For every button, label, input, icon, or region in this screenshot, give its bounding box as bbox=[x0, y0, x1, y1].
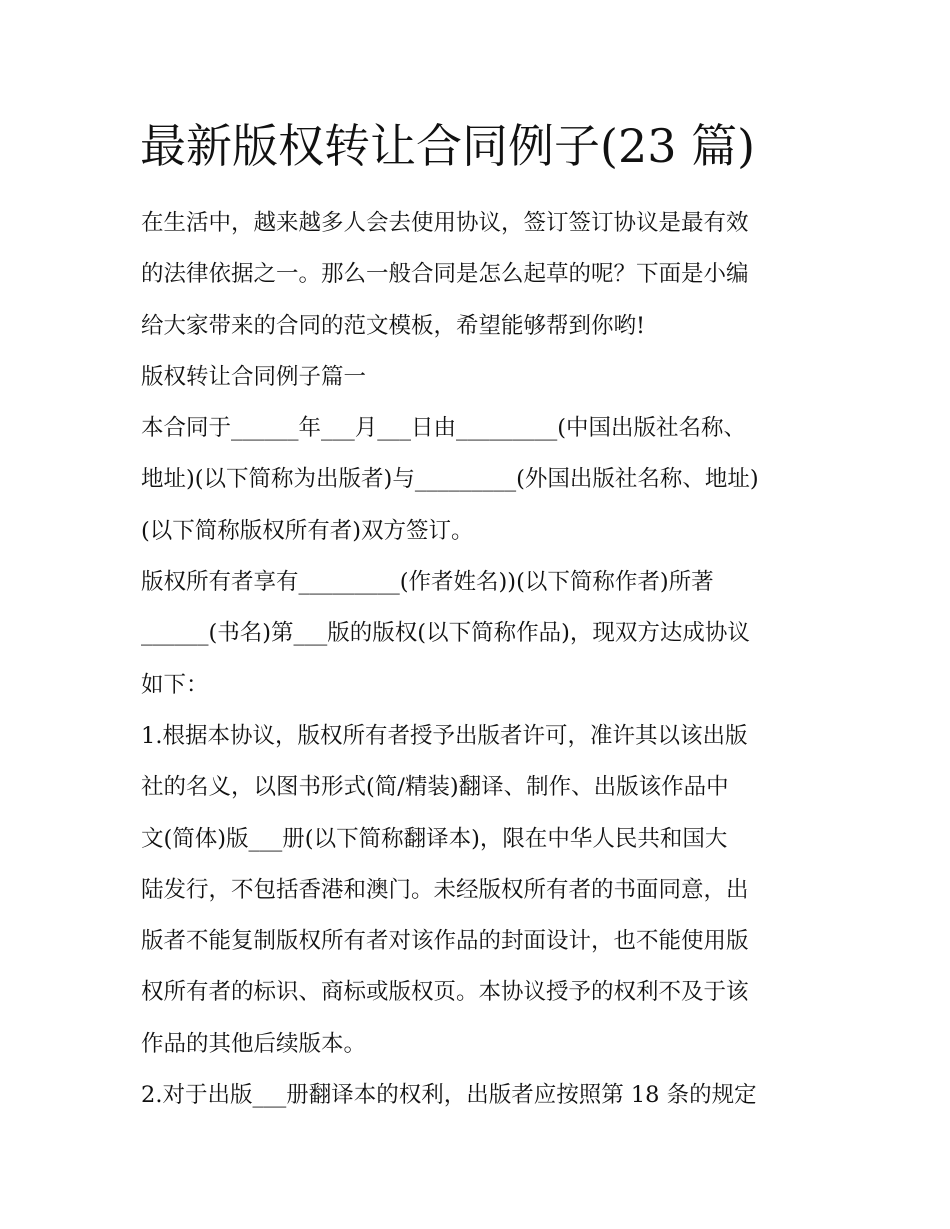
body-line: 2.对于出版___册翻译本的权利，出版者应按照第 18 条的规定 bbox=[141, 1082, 757, 1109]
body-line: 给大家带来的合同的范文模板，希望能够帮到你哟! bbox=[141, 312, 646, 339]
body-line: 的法律依据之一。那么一般合同是怎么起草的呢？下面是小编 bbox=[141, 261, 749, 288]
body-line: 地址)(以下简称为出版者)与_________(外国出版社名称、地址) bbox=[141, 466, 759, 493]
document-body bbox=[141, 198, 841, 1121]
body-line: 文(简体)版___册(以下简称翻译本)，限在中华人民共和国大 bbox=[141, 825, 728, 852]
body-line: 社的名义，以图书形式(简/精装)翻译、制作、出版该作品中 bbox=[141, 774, 729, 801]
body-line: 本合同于______年___月___日由_________(中国出版社名称、 bbox=[141, 415, 747, 442]
section-heading: 版权转让合同例子篇一 bbox=[141, 363, 367, 390]
body-line: (以下简称版权所有者)双方签订。 bbox=[141, 517, 474, 544]
body-line: 权所有者的标识、商标或版权页。本协议授予的权利不及于该 bbox=[141, 979, 749, 1006]
body-line: 版者不能复制版权所有者对该作品的封面设计，也不能使用版 bbox=[141, 928, 749, 955]
body-line: 版权所有者享有_________(作者姓名))(以下简称作者)所著 bbox=[141, 569, 714, 596]
body-line: 1.根据本协议，版权所有者授予出版者许可，准许其以该出版 bbox=[141, 722, 748, 749]
body-line: ______(书名)第___版的版权(以下简称作品)，现双方达成协议 bbox=[141, 620, 750, 647]
body-line: 陆发行，不包括香港和澳门。未经版权所有者的书面同意，出 bbox=[141, 876, 749, 903]
body-line: 在生活中，越来越多人会去使用协议，签订签订协议是最有效 bbox=[141, 210, 749, 236]
document-title: 最新版权转让合同例子(23 篇) bbox=[140, 119, 756, 173]
body-line: 作品的其他后续版本。 bbox=[141, 1030, 367, 1057]
body-line: 如下： bbox=[141, 671, 209, 698]
